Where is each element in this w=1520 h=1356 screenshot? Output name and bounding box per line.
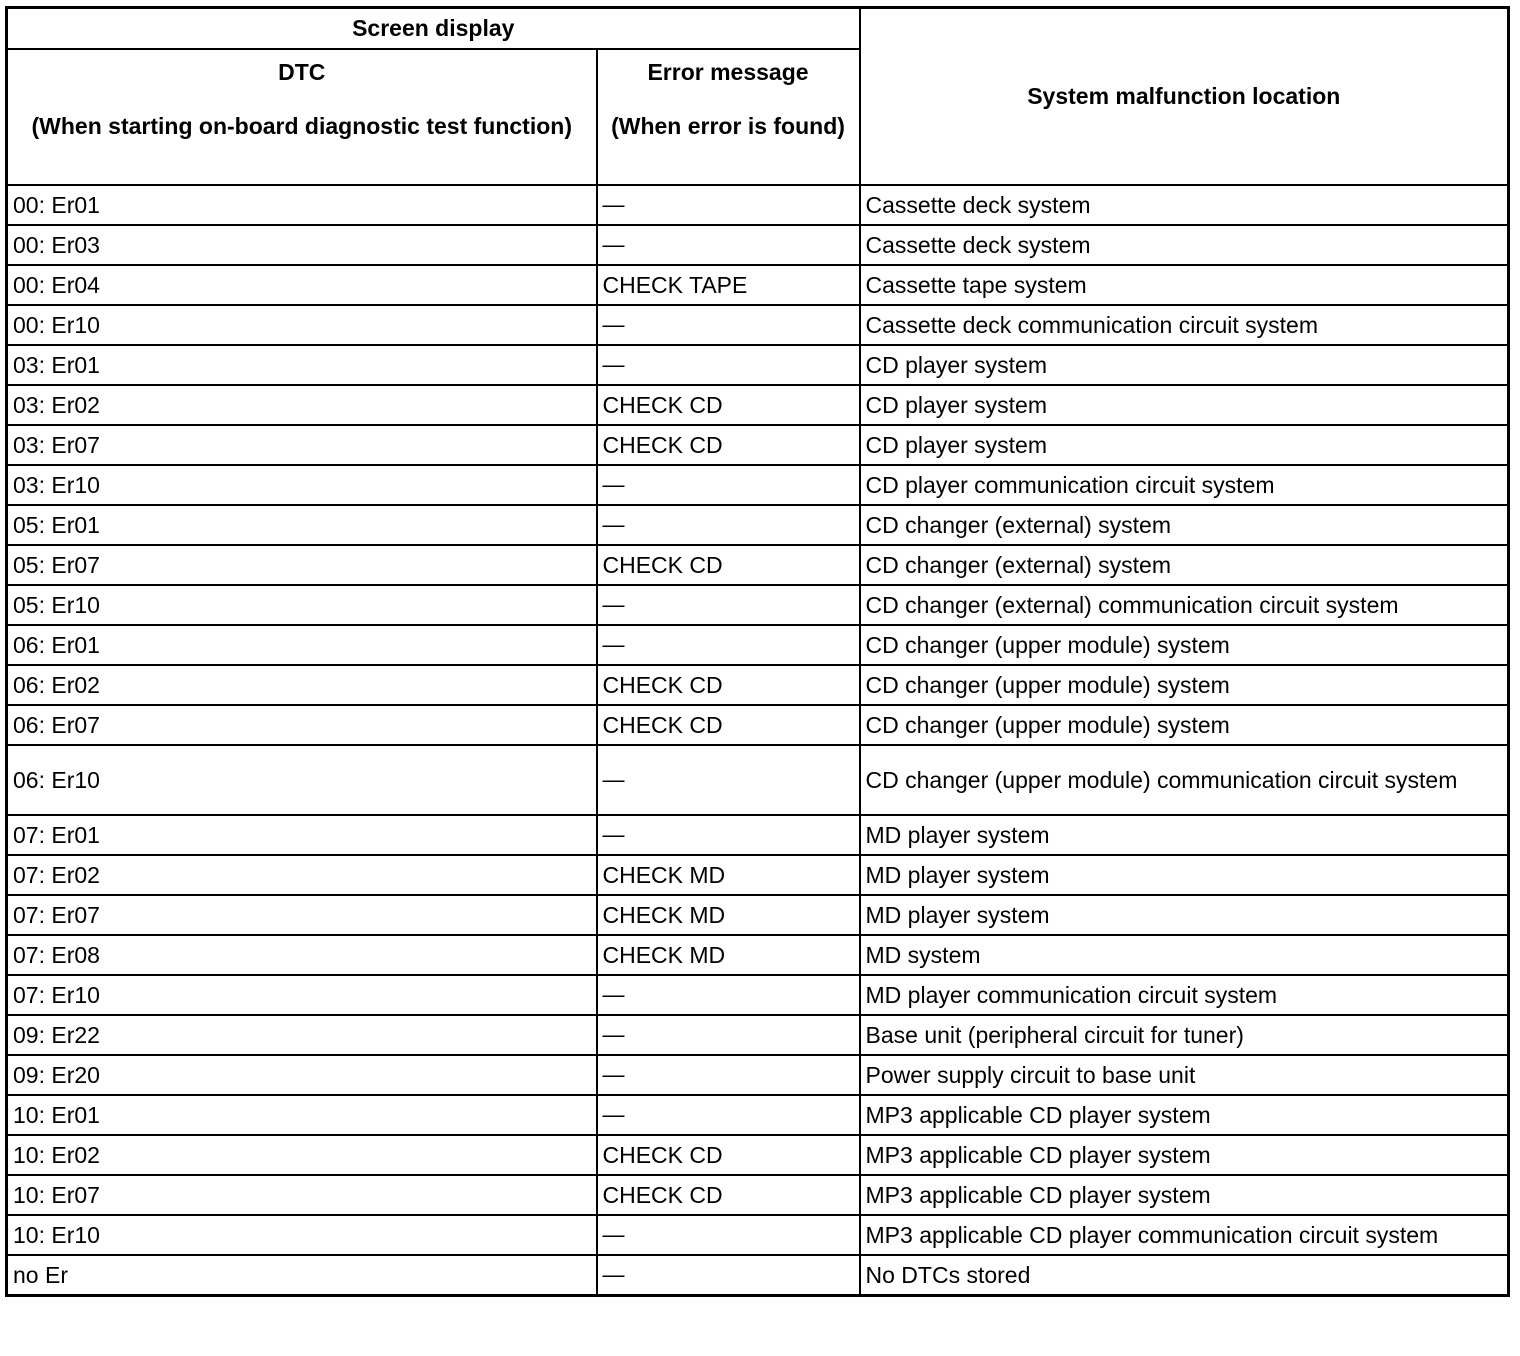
malfunction-location-cell: CD player system <box>860 425 1509 465</box>
table-row <box>7 385 1509 425</box>
dtc-code-cell: 03: Er02 <box>7 385 597 425</box>
table-row <box>7 935 1509 975</box>
error-message-cell: — <box>597 1015 860 1055</box>
malfunction-location-cell: Cassette deck system <box>860 225 1509 265</box>
header-row-top <box>7 8 1509 50</box>
malfunction-location-cell: MD player communication circuit system <box>860 975 1509 1015</box>
malfunction-location-cell: MP3 applicable CD player system <box>860 1095 1509 1135</box>
dtc-code-cell: 03: Er07 <box>7 425 597 465</box>
table-row <box>7 1095 1509 1135</box>
screen-display-header: Screen display <box>7 8 860 50</box>
error-header-subtitle: (When error is found) <box>611 113 845 139</box>
malfunction-location-cell: CD changer (external) system <box>860 545 1509 585</box>
table-row <box>7 815 1509 855</box>
table-row <box>7 1135 1509 1175</box>
error-message-cell: CHECK CD <box>597 545 860 585</box>
malfunction-location-cell: CD player system <box>860 385 1509 425</box>
error-message-cell: — <box>597 465 860 505</box>
table-row <box>7 185 1509 225</box>
dtc-code-cell: 00: Er01 <box>7 185 597 225</box>
error-message-cell: CHECK CD <box>597 385 860 425</box>
malfunction-location-cell: CD changer (upper module) system <box>860 665 1509 705</box>
error-message-cell: — <box>597 975 860 1015</box>
malfunction-location-cell: CD changer (upper module) communication circuit system <box>860 745 1509 815</box>
error-message-cell: — <box>597 1095 860 1135</box>
malfunction-location-cell: MP3 applicable CD player system <box>860 1135 1509 1175</box>
malfunction-location-cell: CD player communication circuit system <box>860 465 1509 505</box>
table-body <box>7 185 1509 1296</box>
malfunction-location-cell: Cassette tape system <box>860 265 1509 305</box>
dtc-code-cell: 10: Er07 <box>7 1175 597 1215</box>
malfunction-location-cell: MD system <box>860 935 1509 975</box>
table-row <box>7 225 1509 265</box>
dtc-code-cell: 09: Er20 <box>7 1055 597 1095</box>
dtc-code-cell: 09: Er22 <box>7 1015 597 1055</box>
malfunction-location-cell: MP3 applicable CD player system <box>860 1175 1509 1215</box>
malfunction-location-cell: Power supply circuit to base unit <box>860 1055 1509 1095</box>
error-message-cell: — <box>597 505 860 545</box>
dtc-code-cell: 07: Er07 <box>7 895 597 935</box>
error-message-cell: — <box>597 305 860 345</box>
error-message-cell: — <box>597 745 860 815</box>
malfunction-location-cell: MP3 applicable CD player communication circuit system <box>860 1215 1509 1255</box>
dtc-code-cell: 05: Er10 <box>7 585 597 625</box>
dtc-code-cell: no Er <box>7 1255 597 1296</box>
dtc-code-cell: 06: Er10 <box>7 745 597 815</box>
malfunction-location-cell: Cassette deck communication circuit system <box>860 305 1509 345</box>
malfunction-location-cell: MD player system <box>860 855 1509 895</box>
malfunction-location-cell: CD changer (external) communication circuit system <box>860 585 1509 625</box>
dtc-code-cell: 03: Er10 <box>7 465 597 505</box>
dtc-code-cell: 10: Er02 <box>7 1135 597 1175</box>
dtc-code-cell: 00: Er10 <box>7 305 597 345</box>
error-message-cell: CHECK CD <box>597 1135 860 1175</box>
dtc-code-cell: 05: Er01 <box>7 505 597 545</box>
error-message-cell: CHECK CD <box>597 425 860 465</box>
error-message-cell: — <box>597 225 860 265</box>
table-row <box>7 855 1509 895</box>
dtc-code-cell: 07: Er02 <box>7 855 597 895</box>
dtc-code-cell: 03: Er01 <box>7 345 597 385</box>
table-row <box>7 745 1509 815</box>
malfunction-location-cell: Cassette deck system <box>860 185 1509 225</box>
error-message-cell: — <box>597 1215 860 1255</box>
error-message-cell: CHECK MD <box>597 855 860 895</box>
table-row <box>7 625 1509 665</box>
table-row <box>7 1255 1509 1296</box>
table-row <box>7 305 1509 345</box>
malfunction-location-cell: CD player system <box>860 345 1509 385</box>
dtc-header-title: DTC <box>278 59 326 85</box>
dtc-code-cell: 05: Er07 <box>7 545 597 585</box>
dtc-code-cell: 07: Er10 <box>7 975 597 1015</box>
table-row <box>7 665 1509 705</box>
table-row <box>7 585 1509 625</box>
table-row <box>7 1215 1509 1255</box>
error-message-header <box>597 49 860 185</box>
error-header-title: Error message <box>647 59 809 85</box>
error-message-cell: CHECK CD <box>597 1175 860 1215</box>
error-message-cell: — <box>597 585 860 625</box>
malfunction-location-cell: CD changer (upper module) system <box>860 705 1509 745</box>
table-row <box>7 1015 1509 1055</box>
table-row <box>7 705 1509 745</box>
table-row <box>7 895 1509 935</box>
error-message-cell: — <box>597 625 860 665</box>
error-message-cell: CHECK MD <box>597 935 860 975</box>
dtc-code-cell: 10: Er01 <box>7 1095 597 1135</box>
malfunction-location-cell: CD changer (upper module) system <box>860 625 1509 665</box>
error-message-cell: CHECK MD <box>597 895 860 935</box>
error-message-cell: CHECK CD <box>597 705 860 745</box>
dtc-code-cell: 06: Er07 <box>7 705 597 745</box>
table-row <box>7 465 1509 505</box>
malfunction-location-cell: Base unit (peripheral circuit for tuner) <box>860 1015 1509 1055</box>
table-row <box>7 345 1509 385</box>
dtc-code-cell: 07: Er08 <box>7 935 597 975</box>
error-message-cell: — <box>597 1055 860 1095</box>
malfunction-location-cell: No DTCs stored <box>860 1255 1509 1296</box>
malfunction-location-cell: CD changer (external) system <box>860 505 1509 545</box>
dtc-code-cell: 00: Er03 <box>7 225 597 265</box>
table-row <box>7 425 1509 465</box>
malfunction-location-cell: MD player system <box>860 895 1509 935</box>
malfunction-location-cell: MD player system <box>860 815 1509 855</box>
error-message-cell: — <box>597 185 860 225</box>
dtc-header-subtitle: (When starting on-board diagnostic test function) <box>31 113 572 139</box>
dtc-code-cell: 10: Er10 <box>7 1215 597 1255</box>
error-message-cell: — <box>597 815 860 855</box>
dtc-code-cell: 06: Er01 <box>7 625 597 665</box>
table-row <box>7 505 1509 545</box>
dtc-table <box>5 6 1510 1297</box>
table-row <box>7 1055 1509 1095</box>
dtc-code-cell: 07: Er01 <box>7 815 597 855</box>
error-message-cell: CHECK TAPE <box>597 265 860 305</box>
dtc-header <box>7 49 597 185</box>
table-row <box>7 265 1509 305</box>
table-row <box>7 545 1509 585</box>
dtc-code-cell: 00: Er04 <box>7 265 597 305</box>
error-message-cell: — <box>597 345 860 385</box>
dtc-code-cell: 06: Er02 <box>7 665 597 705</box>
system-location-header: System malfunction location <box>860 8 1509 186</box>
table-row <box>7 975 1509 1015</box>
table-row <box>7 1175 1509 1215</box>
error-message-cell: CHECK CD <box>597 665 860 705</box>
error-message-cell: — <box>597 1255 860 1296</box>
